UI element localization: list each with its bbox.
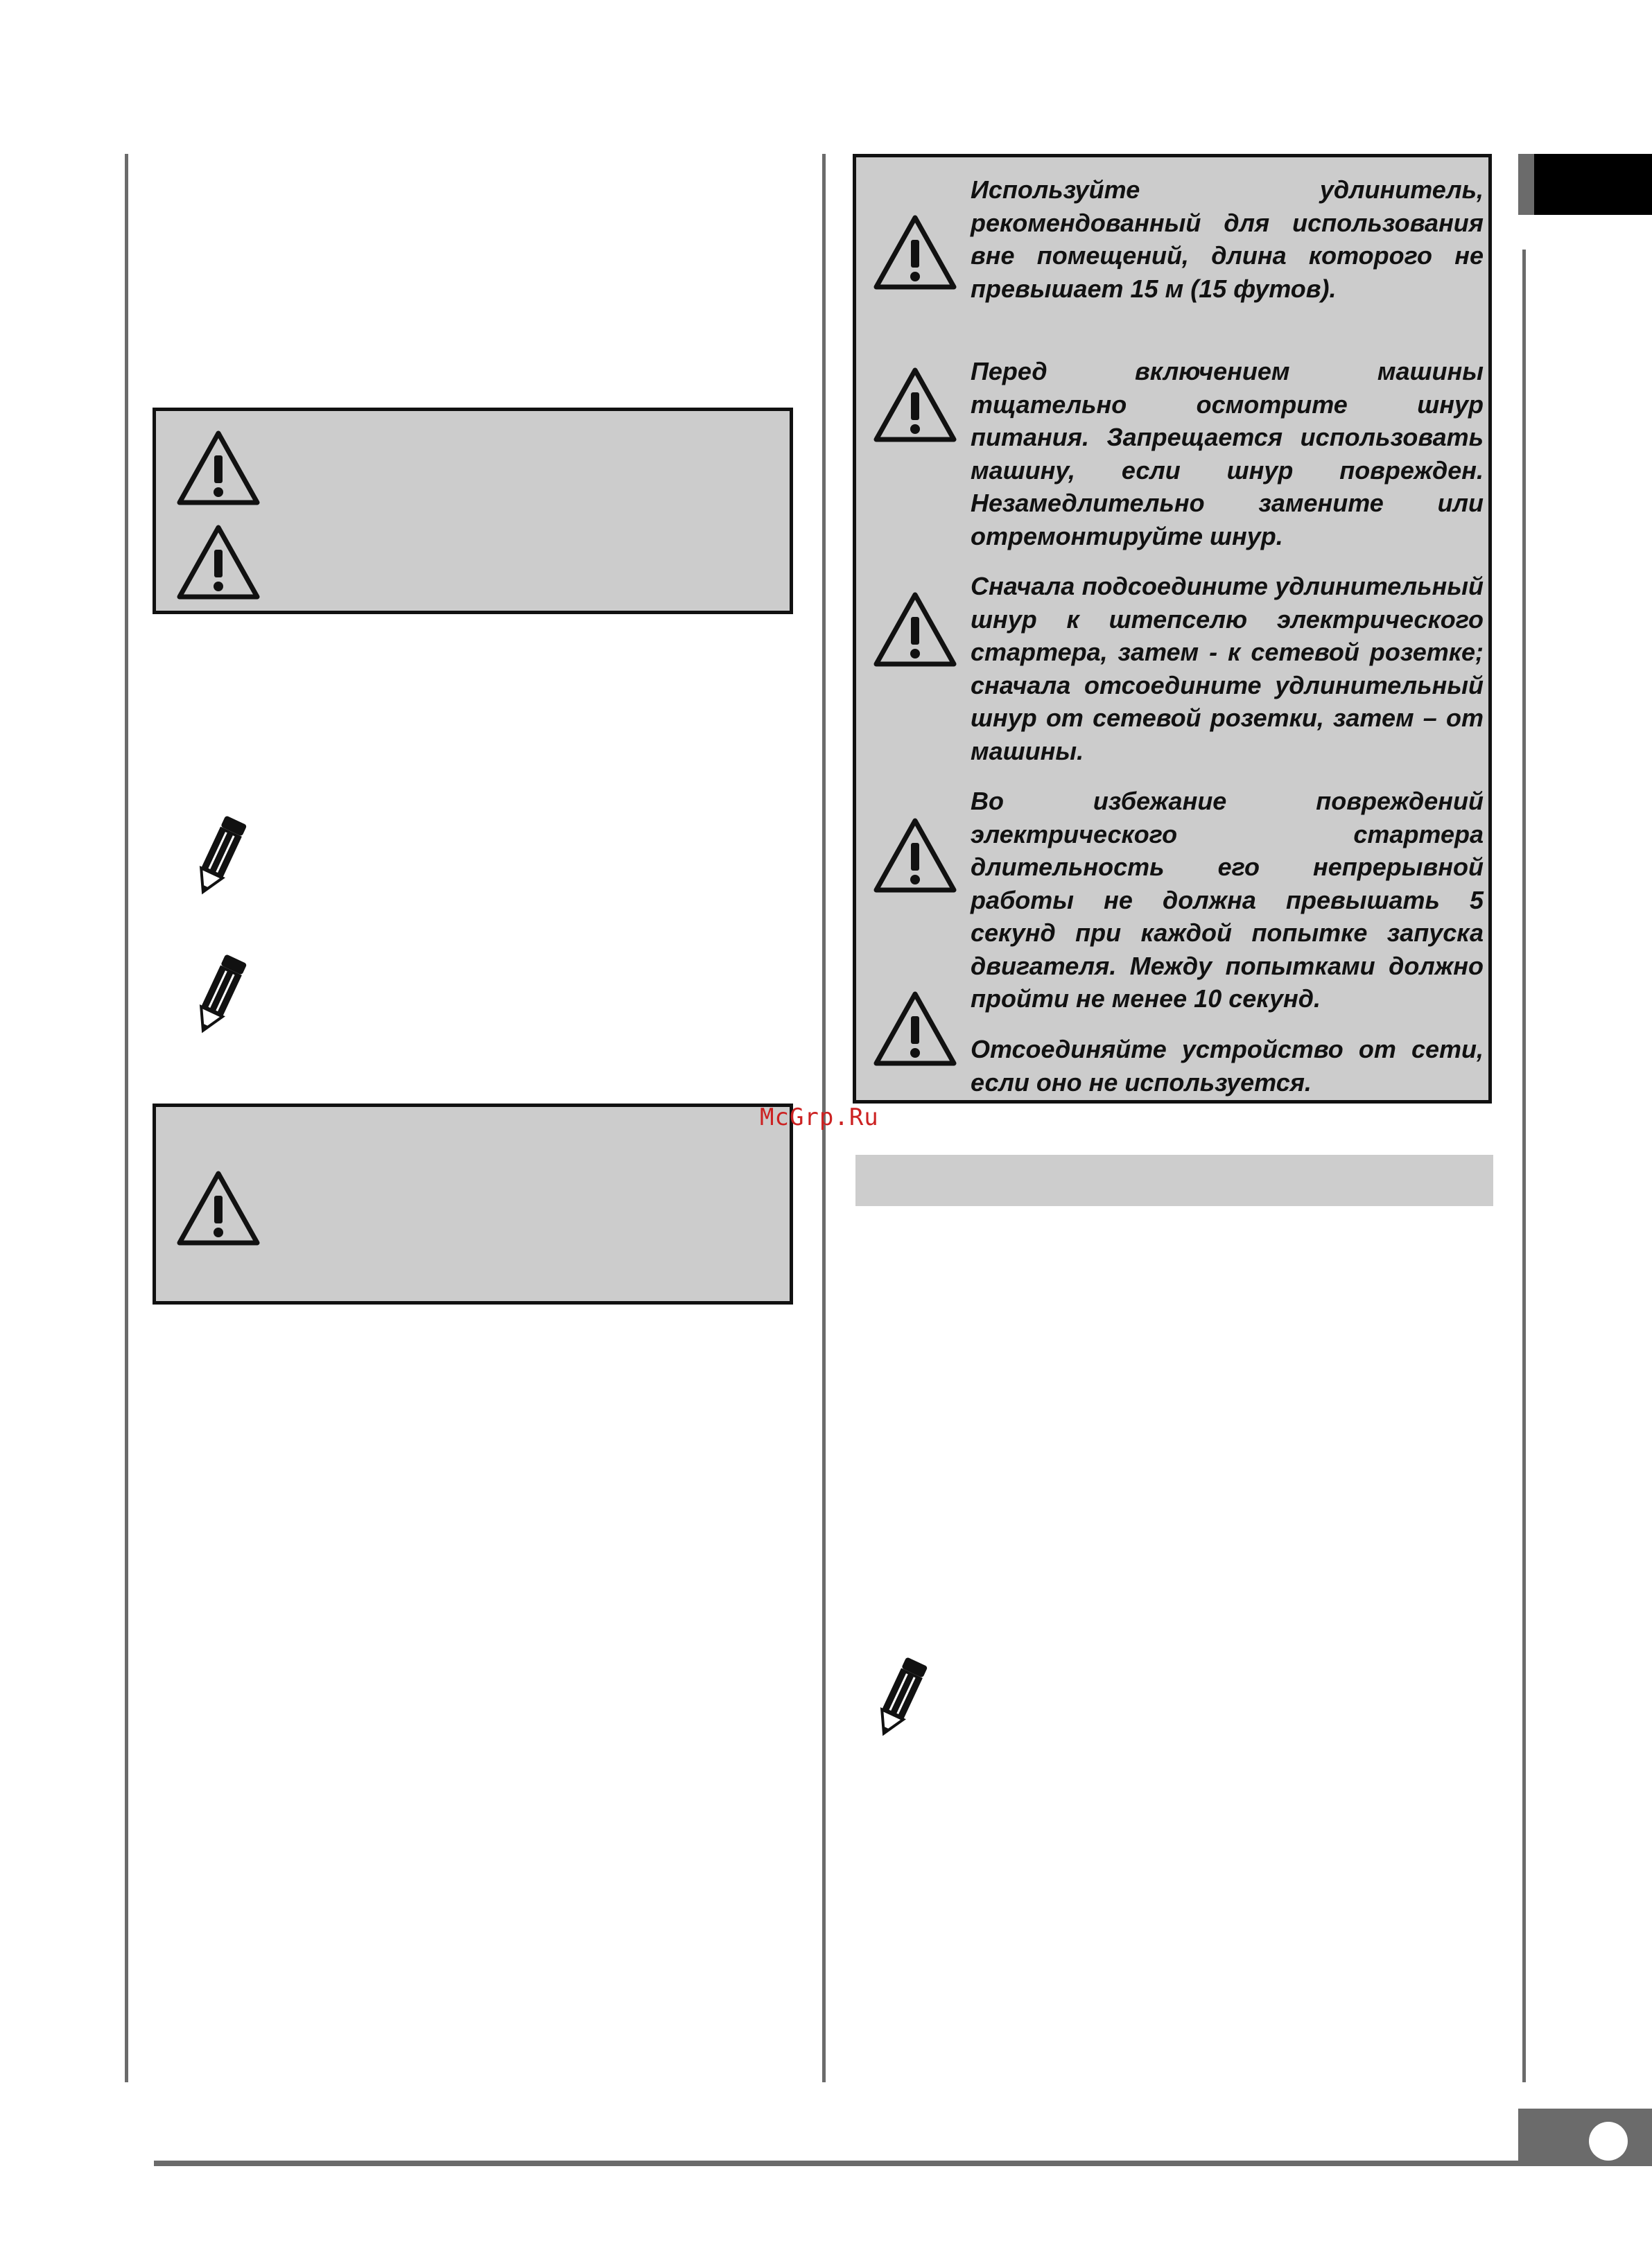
warning-text-inspect-cord: Перед включением машины тщательно осмотрите шнур питания. Запрещается использовать машину, если шнур поврежден. Незамедлительно замените или отремонтируйте шнур.	[971, 357, 1484, 550]
warning-box-1	[153, 408, 793, 614]
warning-triangle-icon	[175, 523, 261, 601]
warning-text-connect-order: Сначала подсоедините удлинительный шнур к штепселю электрического стартера, затем - к сетевой розетке; сначала отсоедините удлинительный шнур от сетевой розетки, затем – от машины.	[971, 572, 1484, 765]
warning-triangle-icon	[872, 366, 958, 444]
section-tab	[1534, 154, 1652, 215]
right-column-rule	[1522, 250, 1526, 2082]
left-column-rule	[125, 154, 128, 2082]
watermark: McGrp.Ru	[760, 1104, 879, 1131]
pencil-icon	[862, 1653, 939, 1743]
warning-text-starter-duration: Во избежание повреждений электрического стартера длительность его непрерывной работы не должна превышать 5 секунд при каждой попытке запуска двигателя. Между попытками должно пройти не менее 10 секунд.	[971, 787, 1484, 1013]
warning-box-2	[153, 1104, 793, 1305]
warning-triangle-icon	[175, 429, 261, 507]
section-tab-edge	[1518, 154, 1535, 215]
page-number-tab	[1518, 2109, 1652, 2166]
warning-triangle-icon	[872, 817, 958, 894]
warning-triangle-icon	[175, 1169, 261, 1247]
pencil-icon	[182, 811, 258, 901]
warning-text-extension-cord: Используйте удлинитель, рекомендованный для использования вне помещений, длина которого не превышает 15 м (15 футов).	[971, 175, 1484, 303]
section-heading-bar	[855, 1155, 1493, 1206]
page-marker-dot	[1589, 2122, 1628, 2161]
warning-triangle-icon	[872, 591, 958, 668]
warning-text-disconnect: Отсоединяйте устройство от сети, если оно не используется.	[971, 1035, 1484, 1097]
pencil-icon	[182, 950, 258, 1040]
warning-triangle-icon	[872, 213, 958, 291]
warning-triangle-icon	[872, 990, 958, 1067]
footer-rule	[154, 2161, 1520, 2166]
